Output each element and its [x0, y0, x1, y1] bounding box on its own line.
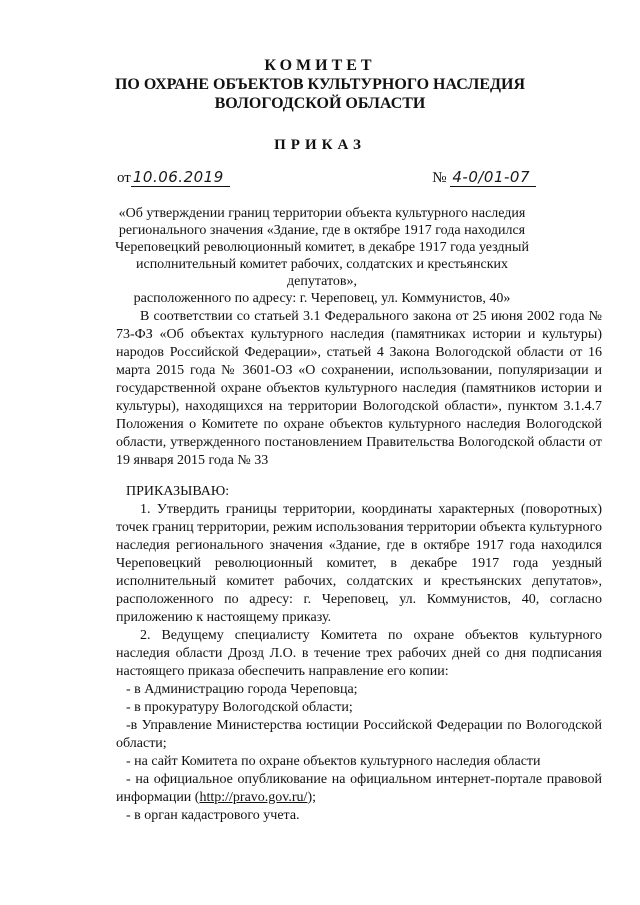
handwritten-number: 4-0/01-07	[450, 168, 536, 187]
order-item-2: 2. Ведущему специалисту Комитета по охране объектов культурного наследия области Дрозд Л.О. в течение трех рабочих дней со дня подписания настоящего приказа обеспечить направление его копии:	[116, 628, 602, 679]
org-line-3: ВОЛОГОДСКОЙ ОБЛАСТИ	[214, 95, 426, 112]
organization-header	[0, 56, 640, 113]
recipient-text: - на официальное опубликование на официальном интернет-портале правовой информации (	[116, 772, 602, 805]
document-title: ПРИКАЗ	[274, 137, 366, 153]
date-line	[117, 168, 230, 187]
order-item-1: 1. Утвердить границы территории, координаты характерных (поворотных) точек границ территории, режим использования территории объекта культурного наследия регионального значения «Здание, где в октябре 1917 года находился Череповецкий революционный комитет, в декабре 1917 года уездный исполнительный комитет рабочих, солдатских и крестьянских депутатов», расположенного по адресу: г. Череповец, ул. Коммунистов, 40, согласно приложению к настоящему приказу.	[116, 502, 602, 625]
recipient-item: - в прокуратуру Вологодской области;	[126, 700, 353, 715]
subject-line: регионального значения «Здание, где в октябре 1917 года находился	[118, 223, 526, 238]
number-prefix: №	[432, 170, 447, 186]
preamble-section	[116, 308, 602, 470]
recipient-text-end: );	[307, 790, 316, 805]
recipient-item: - в орган кадастрового учета.	[126, 808, 300, 823]
org-line-1: КОМИТЕТ	[264, 57, 376, 74]
subject-line: «Об утверждении границ территории объекта культурного наследия	[118, 206, 526, 221]
recipient-item: -в Управление Министерства юстиции Российской Федерации по Вологодской области;	[116, 718, 602, 751]
pravo-link[interactable]: http://pravo.gov.ru/	[199, 790, 308, 805]
date-prefix: от	[117, 170, 131, 186]
recipient-item	[116, 771, 602, 807]
subject-line: расположенного по адресу: г. Череповец, ул. Коммунистов, 40»	[133, 291, 511, 306]
recipient-item: - в Администрацию города Череповца;	[126, 682, 358, 697]
recipient-item: - на сайт Комитета по охране объектов культурного наследия области	[126, 754, 541, 769]
order-subject	[104, 205, 540, 307]
org-line-2: ПО ОХРАНЕ ОБЪЕКТОВ КУЛЬТУРНОГО НАСЛЕДИЯ	[114, 76, 526, 93]
preamble-paragraph: В соответствии со статьей 3.1 Федерального закона от 25 июня 2002 года № 73-ФЗ «Об объектах культурного наследия (памятниках истории и культуры) народов Российской Федерации», статьей 4 Закона Вологодской области от 16 марта 2015 года № 3601-ОЗ «О сохранении, использовании, популяризации и государственной охране объектов культурного наследия (памятников истории и культуры), находящихся на территории Вологодской области», пунктом 3.1.4.7 Положения о Комитете по охране объектов культурного наследия Вологодской области, утвержденного постановлением Правительства Вологодской области от 19 января 2015 года № 33	[116, 309, 602, 468]
subject-line: Череповецкий революционный комитет, в декабре 1917 года уездный	[115, 240, 529, 255]
order-word: ПРИКАЗЫВАЮ:	[126, 484, 230, 499]
handwritten-date: 10.06.2019	[131, 168, 230, 187]
number-line	[432, 168, 536, 187]
subject-line: исполнительный комитет рабочих, солдатских и крестьянских депутатов»,	[135, 257, 508, 289]
order-section	[116, 483, 602, 825]
